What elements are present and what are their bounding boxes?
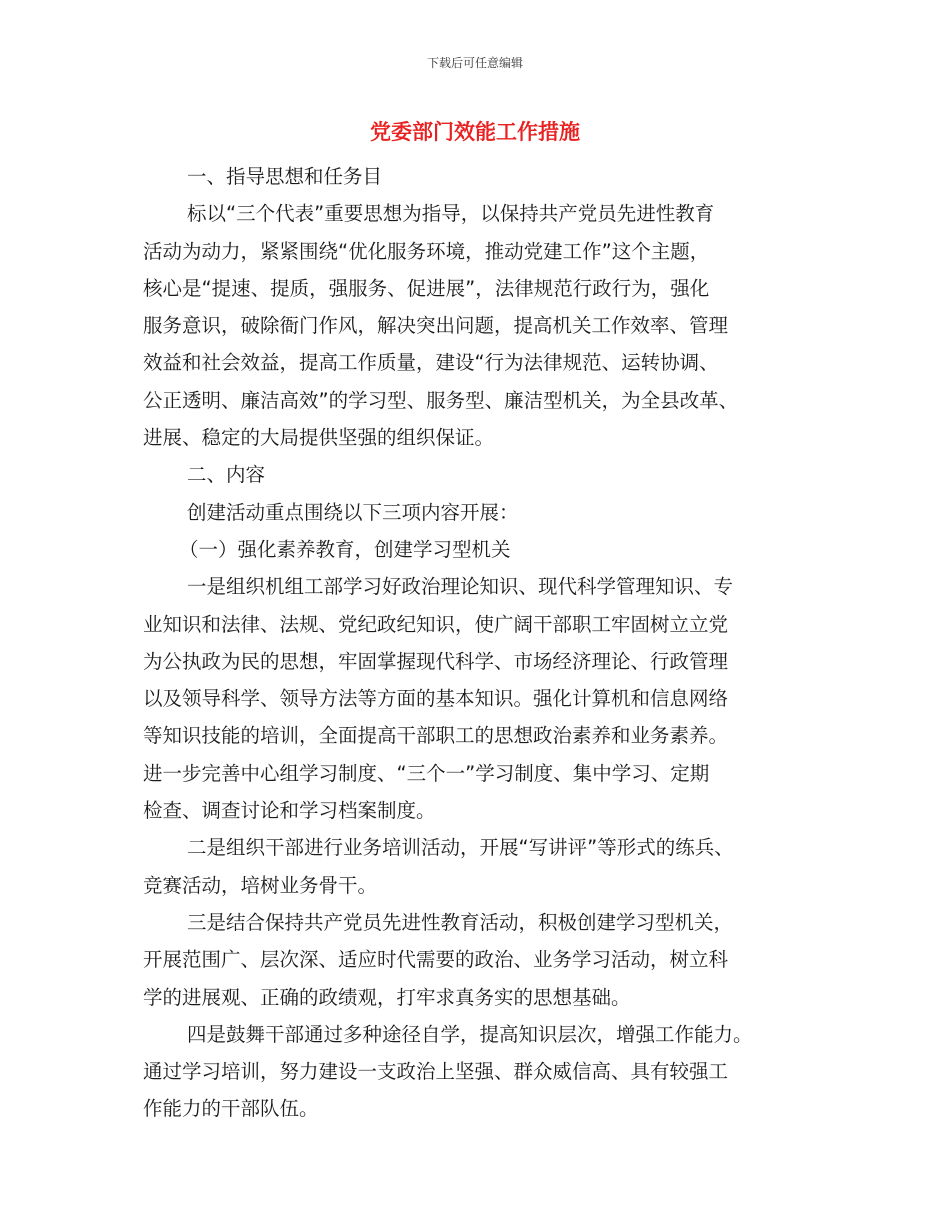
text-line: 四是鼓舞干部通过多种途径自学，提高知识层次，增强工作能力。 xyxy=(187,1022,753,1046)
text-line: 一、指导思想和任务目 xyxy=(187,165,383,188)
text-line: 业知识和法律、法规、党纪政纪知识，使广阔干部职工牢固树立立党 xyxy=(143,612,729,636)
text-line: 开展范围广、层次深、适应时代需要的政治、业务学习活动，树立科 xyxy=(143,948,729,972)
text-line: 核心是“提速、提质，强服务、促进展”，法律规范行政行为，强化 xyxy=(143,276,710,300)
text-line: 效益和社会效益，提高工作质量，建设“行为法律规范、运转协调、 xyxy=(143,351,719,375)
document-title: 党委部门效能工作措施 xyxy=(370,119,580,144)
text-line: 二、内容 xyxy=(187,463,266,487)
text-line: 三是结合保持共产党员先进性教育活动，积极创建学习型机关， xyxy=(187,910,734,934)
text-line: 创建活动重点围绕以下三项内容开展： xyxy=(187,500,519,524)
header-note: 下载后可任意编辑 xyxy=(426,56,523,70)
document-body xyxy=(143,158,813,1128)
text-line: 通过学习培训，努力建设一支政治上坚强、群众威信高、具有较强工 xyxy=(143,1060,729,1084)
text-line: 一是组织机组工部学习好政治理论知识、现代科学管理知识、专 xyxy=(187,575,734,599)
text-line: 检查、调查讨论和学习档案制度。 xyxy=(143,799,436,823)
text-line: 活动为动力，紧紧围绕“优化服务环境，推动党建工作”这个主题， xyxy=(143,239,710,263)
text-line: 以及领导科学、领导方法等方面的基本知识。强化计算机和信息网络 xyxy=(143,687,729,711)
text-line: 学的进展观、正确的政绩观，打牢求真务实的思想基础。 xyxy=(143,985,631,1009)
text-line: 进一步完善中心组学习制度、“三个一”学习制度、集中学习、定期 xyxy=(143,761,710,785)
text-line: 作能力的干部队伍。 xyxy=(143,1097,319,1121)
text-line: （一）强化素养教育，创建学习型机关 xyxy=(179,537,511,561)
text-line: 标以“三个代表”重要思想为指导，以保持共产党员先进性教育 xyxy=(187,202,715,226)
text-line: 等知识技能的培训，全面提高干部职工的思想政治素养和业务素养。 xyxy=(143,724,729,748)
text-line: 竞赛活动，培树业务骨干。 xyxy=(143,873,378,897)
text-line: 二是组织干部进行业务培训活动，开展“写讲评”等形式的练兵、 xyxy=(187,836,734,860)
text-line: 为公执政为民的思想，牢固掌握现代科学、市场经济理论、行政管理 xyxy=(143,649,729,673)
text-line: 公正透明、廉洁高效”的学习型、服务型、廉洁型机关，为全县改革、 xyxy=(143,388,739,412)
text-line: 进展、稳定的大局提供坚强的组织保证。 xyxy=(143,426,495,450)
text-line: 服务意识，破除衙门作风，解决突出问题，提高机关工作效率、管理 xyxy=(143,314,729,338)
